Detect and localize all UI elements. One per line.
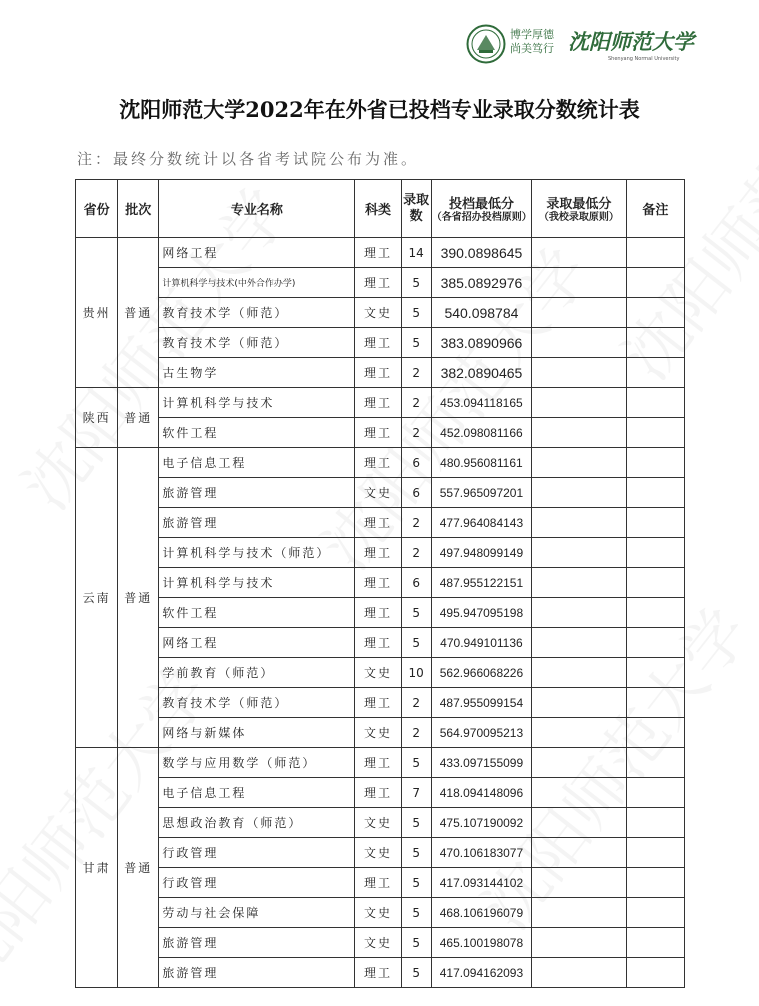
count-cell: 5: [401, 328, 431, 358]
admit-min-cell: [532, 478, 626, 508]
table-row: [76, 358, 685, 388]
remark-cell: [626, 898, 684, 928]
admit-min-cell: [532, 928, 626, 958]
min-score-cell: 487.955122151: [431, 568, 531, 598]
remark-cell: [626, 928, 684, 958]
subject-cell: 文史: [355, 298, 401, 328]
admit-min-cell: [532, 628, 626, 658]
count-cell: 6: [401, 448, 431, 478]
score-table: [75, 179, 685, 988]
remark-cell: [626, 658, 684, 688]
remark-cell: [626, 268, 684, 298]
table-body: [76, 238, 685, 988]
table-row: [76, 268, 685, 298]
admit-min-cell: [532, 358, 626, 388]
header-batch: 批次: [118, 180, 159, 238]
count-cell: 5: [401, 958, 431, 988]
header-admit-min-label: 录取最低分: [546, 197, 612, 212]
count-cell: 7: [401, 778, 431, 808]
major-cell: 网络工程: [159, 238, 355, 268]
header-min-score-label: 投档最低分: [448, 197, 514, 212]
subject-cell: 理工: [355, 538, 401, 568]
min-score-cell: 382.0890465: [431, 358, 531, 388]
major-cell: 网络与新媒体: [159, 718, 355, 748]
table-row: [76, 778, 685, 808]
min-score-cell: 452.098081166: [431, 418, 531, 448]
subject-cell: 理工: [355, 778, 401, 808]
admit-min-cell: [532, 688, 626, 718]
count-cell: 5: [401, 808, 431, 838]
major-cell: 计算机科学与技术: [159, 568, 355, 598]
min-score-cell: 390.0898645: [431, 238, 531, 268]
table-row: [76, 478, 685, 508]
count-cell: 2: [401, 538, 431, 568]
min-score-cell: 477.964084143: [431, 508, 531, 538]
major-cell: 软件工程: [159, 418, 355, 448]
min-score-cell: 417.094162093: [431, 958, 531, 988]
major-cell: 旅游管理: [159, 958, 355, 988]
count-cell: 2: [401, 688, 431, 718]
major-cell: 教育技术学（师范）: [159, 328, 355, 358]
header-admit-min-sub: （我校录取原则）: [538, 212, 619, 223]
subject-cell: 理工: [355, 508, 401, 538]
major-cell: 计算机科学与技术（师范）: [159, 538, 355, 568]
admit-min-cell: [532, 388, 626, 418]
table-row: [76, 898, 685, 928]
table-row: [76, 388, 685, 418]
major-cell: 劳动与社会保障: [159, 898, 355, 928]
remark-cell: [626, 718, 684, 748]
count-cell: 2: [401, 418, 431, 448]
remark-cell: [626, 418, 684, 448]
admit-min-cell: [532, 268, 626, 298]
table-row: [76, 628, 685, 658]
subject-cell: 理工: [355, 388, 401, 418]
min-score-cell: 418.094148096: [431, 778, 531, 808]
count-cell: 5: [401, 298, 431, 328]
batch-cell: 普通: [118, 448, 159, 748]
admit-min-cell: [532, 778, 626, 808]
remark-cell: [626, 328, 684, 358]
subject-cell: 文史: [355, 718, 401, 748]
subject-cell: 理工: [355, 958, 401, 988]
admit-min-cell: [532, 238, 626, 268]
min-score-cell: 497.948099149: [431, 538, 531, 568]
table-row: [76, 688, 685, 718]
min-score-cell: 480.956081161: [431, 448, 531, 478]
admit-min-cell: [532, 448, 626, 478]
table-row: [76, 958, 685, 988]
min-score-cell: 383.0890966: [431, 328, 531, 358]
admit-min-cell: [532, 508, 626, 538]
major-cell: 计算机科学与技术(中外合作办学): [159, 268, 355, 298]
count-cell: 14: [401, 238, 431, 268]
count-cell: 5: [401, 598, 431, 628]
remark-cell: [626, 358, 684, 388]
remark-cell: [626, 238, 684, 268]
major-cell: 教育技术学（师范）: [159, 298, 355, 328]
header-admit-min: [532, 180, 626, 238]
admit-min-cell: [532, 838, 626, 868]
note-text: 注：最终分数统计以各省考试院公布为准。: [77, 150, 420, 168]
remark-cell: [626, 868, 684, 898]
remark-cell: [626, 688, 684, 718]
min-score-cell: 453.094118165: [431, 388, 531, 418]
header-remark: 备注: [626, 180, 684, 238]
major-cell: 行政管理: [159, 868, 355, 898]
page-title: 沈阳师范大学2022年在外省已投档专业录取分数统计表: [119, 97, 640, 122]
remark-cell: [626, 448, 684, 478]
table-row: [76, 448, 685, 478]
subject-cell: 理工: [355, 598, 401, 628]
subject-cell: 文史: [355, 478, 401, 508]
remark-cell: [626, 958, 684, 988]
table-row: [76, 328, 685, 358]
admit-min-cell: [532, 538, 626, 568]
min-score-cell: 470.949101136: [431, 628, 531, 658]
subject-cell: 理工: [355, 418, 401, 448]
count-cell: 5: [401, 898, 431, 928]
table-row: [76, 928, 685, 958]
university-logo: [466, 22, 706, 72]
min-score-cell: 433.097155099: [431, 748, 531, 778]
min-score-cell: 470.106183077: [431, 838, 531, 868]
count-cell: 2: [401, 508, 431, 538]
table-row: [76, 538, 685, 568]
major-cell: 电子信息工程: [159, 448, 355, 478]
batch-cell: 普通: [118, 388, 159, 448]
university-seal-icon: [466, 24, 506, 64]
major-cell: 软件工程: [159, 598, 355, 628]
table-row: [76, 748, 685, 778]
header-major: 专业名称: [159, 180, 355, 238]
count-cell: 5: [401, 928, 431, 958]
table-row: [76, 418, 685, 448]
batch-cell: 普通: [118, 238, 159, 388]
min-score-cell: 475.107190092: [431, 808, 531, 838]
remark-cell: [626, 298, 684, 328]
remark-cell: [626, 508, 684, 538]
admit-min-cell: [532, 598, 626, 628]
subject-cell: 文史: [355, 928, 401, 958]
major-cell: 思想政治教育（师范）: [159, 808, 355, 838]
subject-cell: 理工: [355, 328, 401, 358]
admit-min-cell: [532, 958, 626, 988]
province-cell: 云南: [76, 448, 118, 748]
table-row: [76, 658, 685, 688]
table-row: [76, 568, 685, 598]
remark-cell: [626, 838, 684, 868]
subject-cell: 理工: [355, 448, 401, 478]
major-cell: 学前教育（师范）: [159, 658, 355, 688]
major-cell: 行政管理: [159, 838, 355, 868]
table-row: [76, 838, 685, 868]
subject-cell: 理工: [355, 748, 401, 778]
admit-min-cell: [532, 898, 626, 928]
count-cell: 5: [401, 268, 431, 298]
admit-min-cell: [532, 718, 626, 748]
table-row: [76, 718, 685, 748]
subject-cell: 文史: [355, 658, 401, 688]
table-row: [76, 868, 685, 898]
header-min-score-sub: （各省招办投档原则）: [431, 212, 532, 223]
subject-cell: 理工: [355, 868, 401, 898]
header-subject: 科类: [355, 180, 401, 238]
university-name: 沈阳师范大学: [568, 29, 694, 54]
major-cell: 旅游管理: [159, 478, 355, 508]
major-cell: 网络工程: [159, 628, 355, 658]
header-province: 省份: [76, 180, 118, 238]
min-score-cell: 385.0892976: [431, 268, 531, 298]
batch-cell: 普通: [118, 748, 159, 988]
remark-cell: [626, 538, 684, 568]
major-cell: 计算机科学与技术: [159, 388, 355, 418]
university-motto: 博学厚德 尚美笃行: [510, 28, 554, 55]
admit-min-cell: [532, 748, 626, 778]
admit-min-cell: [532, 658, 626, 688]
table-row: [76, 298, 685, 328]
count-cell: 2: [401, 358, 431, 388]
major-cell: 教育技术学（师范）: [159, 688, 355, 718]
admit-min-cell: [532, 418, 626, 448]
subject-cell: 理工: [355, 568, 401, 598]
remark-cell: [626, 748, 684, 778]
min-score-cell: 487.955099154: [431, 688, 531, 718]
subject-cell: 理工: [355, 358, 401, 388]
subject-cell: 理工: [355, 688, 401, 718]
remark-cell: [626, 778, 684, 808]
province-cell: 甘肃: [76, 748, 118, 988]
header-count-label: 录取数: [403, 192, 430, 224]
count-cell: 10: [401, 658, 431, 688]
university-name-en: Shenyang Normal University: [608, 56, 680, 62]
count-cell: 5: [401, 748, 431, 778]
min-score-cell: 495.947095198: [431, 598, 531, 628]
min-score-cell: 557.965097201: [431, 478, 531, 508]
province-cell: 陕西: [76, 388, 118, 448]
subject-cell: 文史: [355, 898, 401, 928]
count-cell: 2: [401, 388, 431, 418]
major-cell: 旅游管理: [159, 508, 355, 538]
min-score-cell: 540.098784: [431, 298, 531, 328]
min-score-cell: 417.093144102: [431, 868, 531, 898]
subject-cell: 文史: [355, 838, 401, 868]
major-cell: 电子信息工程: [159, 778, 355, 808]
remark-cell: [626, 808, 684, 838]
remark-cell: [626, 478, 684, 508]
header-min-score: [431, 180, 531, 238]
admit-min-cell: [532, 298, 626, 328]
remark-cell: [626, 388, 684, 418]
min-score-cell: 562.966068226: [431, 658, 531, 688]
table-row: [76, 508, 685, 538]
admit-min-cell: [532, 568, 626, 598]
table-row: [76, 598, 685, 628]
major-cell: 旅游管理: [159, 928, 355, 958]
count-cell: 6: [401, 478, 431, 508]
count-cell: 6: [401, 568, 431, 598]
count-cell: 5: [401, 628, 431, 658]
table-header-row: [76, 180, 685, 238]
table-row: [76, 808, 685, 838]
min-score-cell: 465.100198078: [431, 928, 531, 958]
subject-cell: 理工: [355, 628, 401, 658]
min-score-cell: 564.970095213: [431, 718, 531, 748]
admit-min-cell: [532, 328, 626, 358]
subject-cell: 文史: [355, 808, 401, 838]
count-cell: 5: [401, 868, 431, 898]
count-cell: 5: [401, 838, 431, 868]
province-cell: 贵州: [76, 238, 118, 388]
major-cell: 数学与应用数学（师范）: [159, 748, 355, 778]
admit-min-cell: [532, 868, 626, 898]
remark-cell: [626, 598, 684, 628]
count-cell: 2: [401, 718, 431, 748]
min-score-cell: 468.106196079: [431, 898, 531, 928]
header-count: [401, 180, 431, 238]
admit-min-cell: [532, 808, 626, 838]
subject-cell: 理工: [355, 268, 401, 298]
subject-cell: 理工: [355, 238, 401, 268]
major-cell: 古生物学: [159, 358, 355, 388]
table-row: [76, 238, 685, 268]
remark-cell: [626, 628, 684, 658]
remark-cell: [626, 568, 684, 598]
